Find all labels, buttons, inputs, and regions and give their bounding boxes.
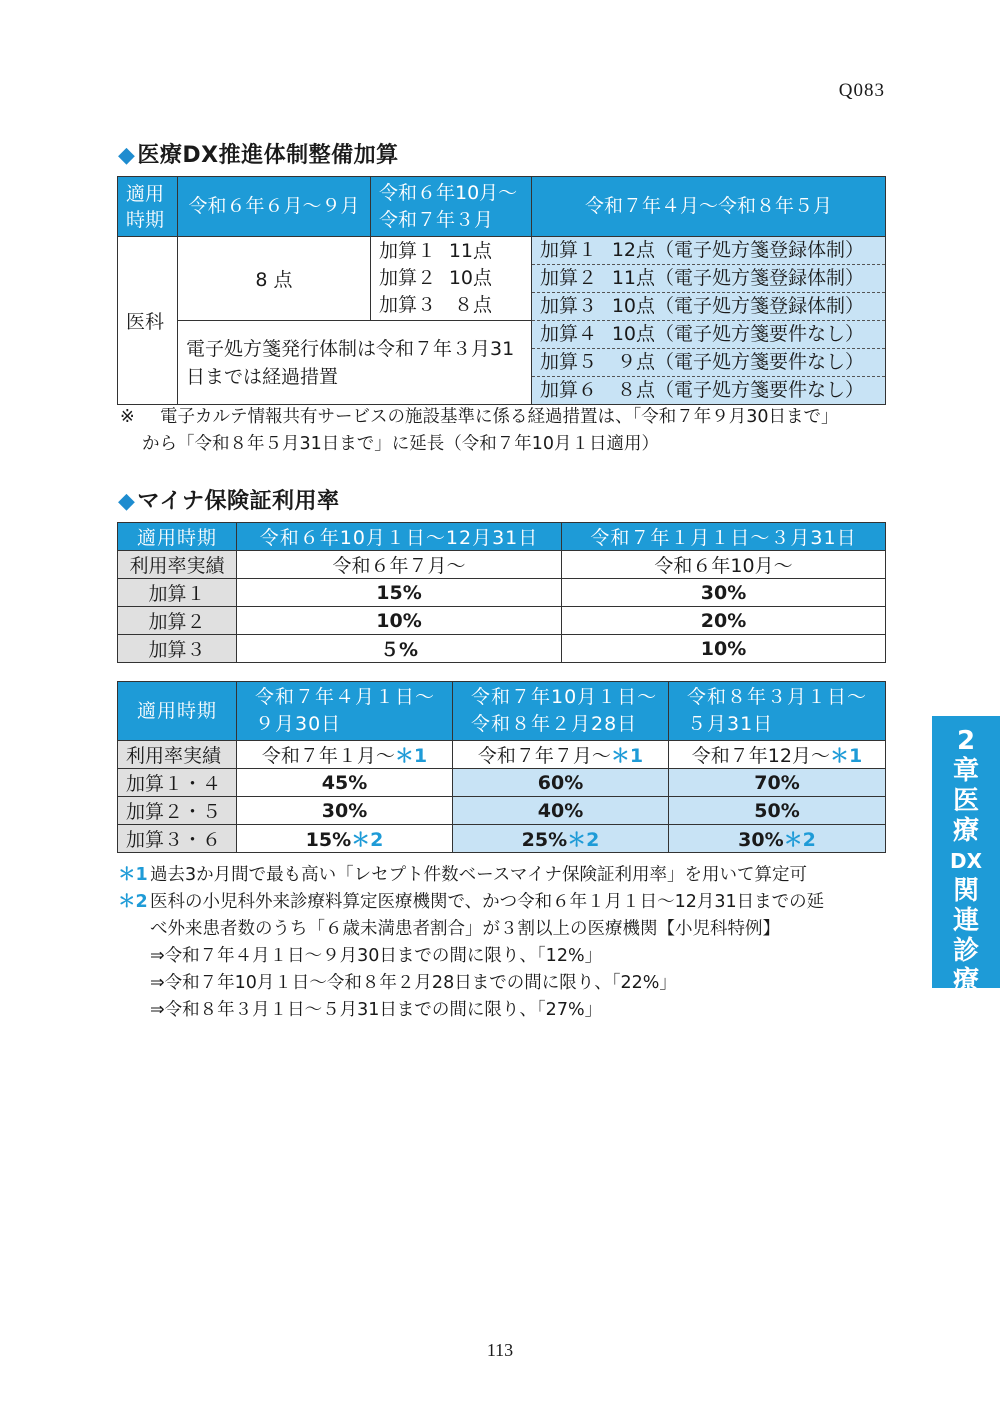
row-label: 加算３・６ [118, 825, 237, 853]
list-item: 加算５ ９点（電子処方箋要件なし） [532, 349, 885, 377]
section1-note: ※ 電子カルテ情報共有サービスの施設基準に係る経過措置は、「令和７年９月30日まで」 から「令和８年５月31日まで」に延長（令和７年10月１日適用） [120, 407, 839, 454]
list-item: 加算１ 12点（電子処方箋登録体制） [532, 237, 885, 265]
cell: 15% [237, 579, 562, 607]
header-period: 適用時期 [118, 523, 237, 551]
header-period: 適用時期 [118, 682, 237, 741]
cell: 30% [237, 797, 453, 825]
cell: ５% [237, 635, 562, 663]
chapter-side-tab: 2 章 医 療 DX 関 連 診 療 報 酬 [932, 716, 1000, 988]
table-row [118, 825, 886, 853]
row-label: 加算１・４ [118, 769, 237, 797]
header-col3: 令和８年３月１日～ ５月31日 [669, 682, 886, 741]
question-number: Q083 [838, 80, 885, 101]
cell: 令和７年１月～＊1 [237, 741, 453, 769]
usage-rate-table-a [117, 522, 886, 663]
cell: 令和６年７月～ [237, 551, 562, 579]
row-label: 利用率実績 [118, 551, 237, 579]
table-row [118, 551, 886, 579]
footnote-2: ＊2 医科の小児科外来診療料算定医療機関で、かつ令和６年１月１日～12月31日までの延 [118, 892, 825, 912]
row-label: 加算３ [118, 635, 237, 663]
table-row [118, 741, 886, 769]
cell: 令和６年10月～ [562, 551, 886, 579]
dx-addition-table [117, 176, 886, 405]
header-col1: 令和６年６月～９月 [178, 177, 371, 237]
row-label: 利用率実績 [118, 741, 237, 769]
section-heading-mynumber [118, 484, 339, 515]
footnote-sub: ⇒令和７年10月１日～令和８年２月28日までの間に限り、「22%」 [150, 973, 677, 993]
cell: 10% [237, 607, 562, 635]
table-row [118, 635, 886, 663]
cell: 令和７年７月～＊1 [453, 741, 669, 769]
cell: 45% [237, 769, 453, 797]
header-period: 適用 時期 [118, 177, 178, 237]
header-col2: 令和７年10月１日～ 令和８年２月28日 [453, 682, 669, 741]
col3-items [532, 237, 886, 405]
diamond-icon: ◆ [118, 143, 136, 168]
transition-note: 電子処方箋発行体制は令和７年３月31日までは経過措置 [178, 321, 532, 405]
row-label-medical: 医科 [118, 237, 178, 405]
col1-value: 8 点 [178, 237, 371, 321]
header-col2: 令和７年１月１日～３月31日 [562, 523, 886, 551]
header-col2: 令和６年10月～ 令和７年３月 [371, 177, 532, 237]
table-row [118, 797, 886, 825]
footnote-sub: ⇒令和７年４月１日～９月30日までの間に限り、「12%」 [150, 946, 603, 966]
cell: 15%＊2 [237, 825, 453, 853]
cell: 30% [562, 579, 886, 607]
section-heading-dx [118, 138, 399, 169]
footnote-sub: ⇒令和８年３月１日～５月31日までの間に限り、「27%」 [150, 1000, 603, 1020]
cell: 50% [669, 797, 886, 825]
header-col1: 令和６年10月１日～12月31日 [237, 523, 562, 551]
row-label: 加算２ [118, 607, 237, 635]
cell: 25%＊2 [453, 825, 669, 853]
table-row [118, 579, 886, 607]
cell: 40% [453, 797, 669, 825]
row-label: 加算１ [118, 579, 237, 607]
table-row [118, 607, 886, 635]
page-number: 113 [486, 1340, 514, 1360]
col2-items: 加算１ 11点 加算２ 10点 加算３ ８点 [371, 237, 532, 321]
heading-text: 医療DX推進体制整備加算 [137, 143, 399, 168]
footnotes [118, 862, 893, 1024]
cell: 30%＊2 [669, 825, 886, 853]
list-item: 加算６ ８点（電子処方箋要件なし） [540, 379, 865, 401]
footnote-2-cont: べ外来患者数のうち「６歳未満患者割合」が３割以上の医療機関【小児科特例】 [150, 919, 780, 939]
footnote-1: ＊1 過去3か月間で最も高い「レセプト件数ベースマイナ保険証利用率」を用いて算定可 [118, 865, 808, 885]
heading-text: マイナ保険証利用率 [137, 489, 340, 514]
list-item: 加算２ 11点（電子処方箋登録体制） [532, 265, 885, 293]
diamond-icon: ◆ [118, 489, 136, 514]
header-col3: 令和７年４月～令和８年５月 [532, 177, 886, 237]
list-item: 加算４ 10点（電子処方箋要件なし） [532, 321, 885, 349]
list-item: 加算３ 10点（電子処方箋登録体制） [532, 293, 885, 321]
cell: 10% [562, 635, 886, 663]
cell: 60% [453, 769, 669, 797]
table-row [118, 769, 886, 797]
usage-rate-table-b [117, 681, 886, 853]
cell: 70% [669, 769, 886, 797]
header-col1: 令和７年４月１日～ ９月30日 [237, 682, 453, 741]
cell: 令和７年12月～＊1 [669, 741, 886, 769]
cell: 20% [562, 607, 886, 635]
row-label: 加算２・５ [118, 797, 237, 825]
